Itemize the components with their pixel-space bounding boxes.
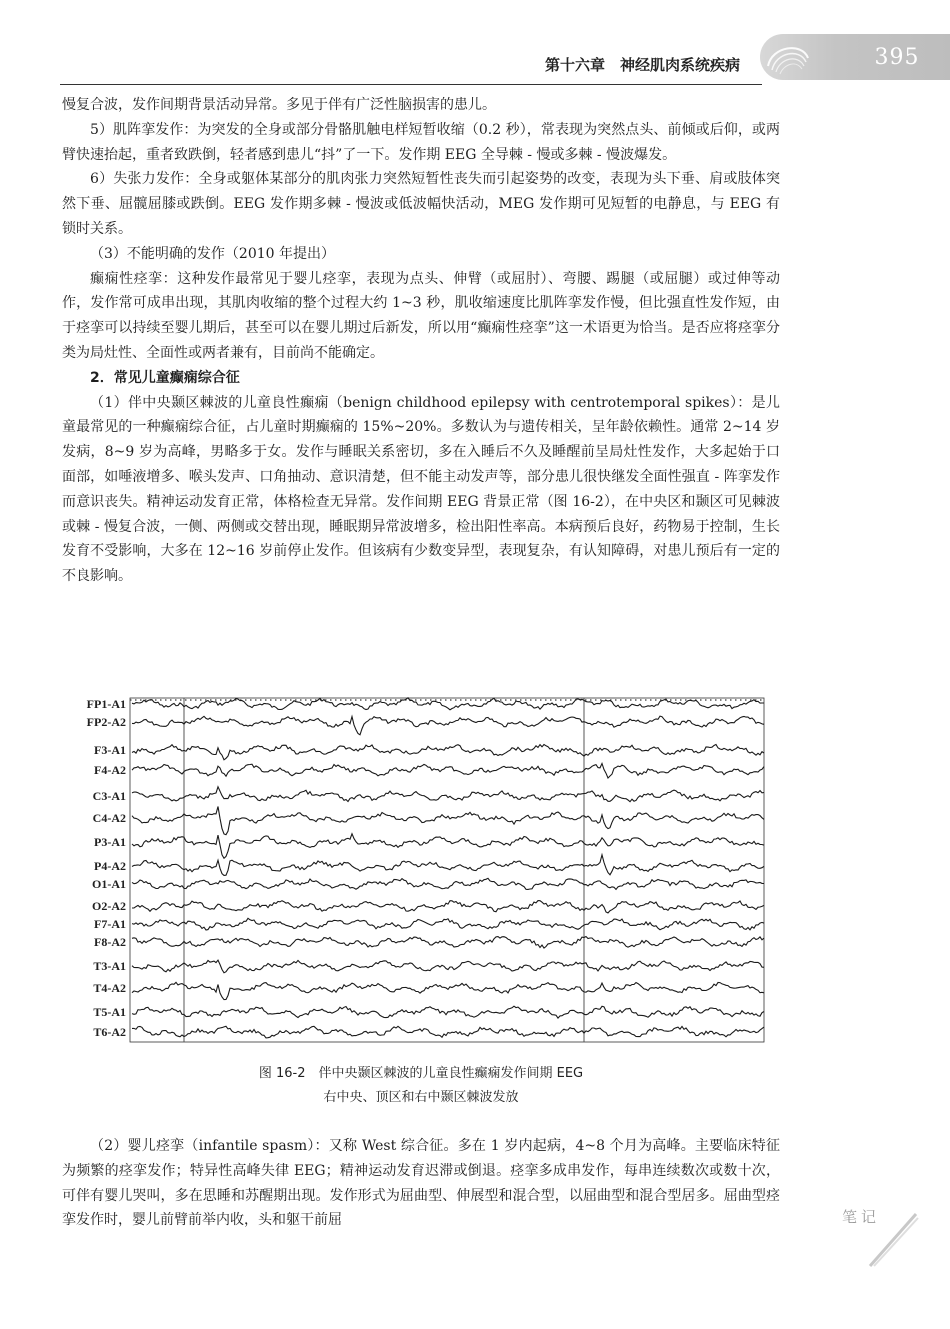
eeg-trace [132,918,764,930]
eeg-trace [132,1026,764,1038]
eeg-channel-label: T3-A1 [93,959,126,973]
eeg-frame [130,698,764,1042]
body-text-lower [62,1134,780,1233]
eeg-channel-label: O2-A2 [92,899,126,913]
eeg-trace [132,878,764,889]
paragraph-epileptic-spasm: 癫痫性痉挛：这种发作最常见于婴儿痉挛，表现为点头、伸臂（或屈肘）、弯腰、踢腿（或屈腿）或过伸等动作，发作常可成串出现，其肌肉收缩的整个过程大约 1~3 秒，肌收缩速度比肌阵挛发作慢，但比强直性发作短，由于痉挛可以持续至婴儿期后，甚至可以在婴儿期过后新发，所以用“癫痫性痉挛”这一术语更为恰当。是否应将痉挛分类为局灶性、全面性或两者兼有，目前尚不能确定。 [62,270,780,361]
eeg-channel-label: P4-A2 [94,859,126,873]
chapter-title: 第十六章 神经肌肉系统疾病 [544,56,740,74]
eeg-channel-label: F8-A2 [94,935,126,949]
eeg-channel-label: F4-A2 [94,763,126,777]
paragraph-continuation: 慢复合波，发作间期背景活动异常。多见于伴有广泛性脑损害的患儿。 [62,97,496,113]
decorative-swirl-icon [762,36,812,78]
eeg-trace [132,764,764,779]
eeg-channel-label: FP1-A1 [86,697,126,711]
eeg-channel-label: P3-A1 [94,835,126,849]
eeg-channel-label: C4-A2 [92,811,126,825]
body-text-upper [62,93,780,589]
pen-icon [840,1208,920,1268]
margin-note-label: 笔记 [842,1208,881,1226]
eeg-trace [132,834,764,859]
eeg-channel-label: C3-A1 [92,789,126,803]
eeg-trace [132,745,764,760]
page-header [0,0,950,90]
eeg-channel-label: T5-A1 [93,1005,126,1019]
section-heading: 2．常见儿童癫痫综合征 [90,369,240,386]
paragraph-unknown-seizure: （3）不能明确的发作（2010 年提出） [90,245,335,262]
paragraph-infantile-spasm: （2）婴儿痉挛（infantile spasm）：又称 West 综合征。多在 1 岁内起病，4~8 个月为高峰。主要临床特征为频繁的痉挛发作；特异性高峰失律 EEG；精神运动发育迟滞或倒退。痉挛多成串发作，每串连续数次或数十次，可伴有婴儿哭叫，多在思睡和苏醒期出现。发作形式为屈曲型、伸展型和混合型，以屈曲型和混合型居多。屈曲型痉挛发作时，婴儿前臂前举内收，头和躯干前屈 [62,1138,780,1229]
eeg-channel-label: T6-A2 [93,1025,126,1039]
header-divider [60,84,762,85]
eeg-trace [132,937,764,949]
eeg-trace [132,982,764,999]
eeg-trace [132,960,764,973]
eeg-trace [132,807,764,835]
eeg-figure [72,694,772,1046]
eeg-channel-label: T4-A2 [93,981,126,995]
eeg-channel-label: FP2-A2 [86,715,126,729]
eeg-trace [132,901,764,913]
eeg-trace [132,855,764,876]
eeg-channel-label: O1-A1 [92,877,126,891]
paragraph-bects: （1）伴中央颞区棘波的儿童良性癫痫（benign childhood epilepsy with centrotemporal spikes）：是儿童最常见的一种癫痫综合征，占儿童时期癫痫的 15%~20%。多数认为与遗传相关，呈年龄依赖性。通常 2~14 岁发病，8~9 岁为高峰，男略多于女。发作与睡眠关系密切，多在入睡后不久及睡醒前呈局灶性发作，大多起始于口面部，如唾液增多、喉头发声、口角抽动、意识清楚，但不能主动发声等，部分患儿很快继发全面性强直 - 阵挛发作而意识丧失。精神运动发育正常，体格检查无异常。发作间期 EEG 背景正常（图 16-2），在中央区和颞区可见棘波或棘 - 慢复合波，一侧、两侧或交替出现，睡眠期异常波增多，检出阳性率高。本病预后良好，药物易于控制，生长发育不受影响，大多在 12~16 岁前停止发作。但该病有少数变异型，表现复杂，有认知障碍，对患儿预后有一定的不良影响。 [62,394,780,585]
paragraph-myoclonic: 5）肌阵挛发作：为突发的全身或部分骨骼肌触电样短暂收缩（0.2 秒），常表现为突然点头、前倾或后仰，或两臂快速抬起，重者致跌倒，轻者感到患儿“抖”了一下。发作期 EEG 全导棘 - 慢或多棘 - 慢波爆发。 [62,121,780,163]
eeg-trace [132,698,764,710]
page-number: 395 [874,45,920,70]
figure-caption: 图 16-2 伴中央颞区棘波的儿童良性癫痫发作间期 EEG [258,1066,584,1081]
eeg-trace [132,716,764,735]
figure-subcaption: 右中央、顶区和右中颞区棘波发放 [323,1090,519,1105]
eeg-channel-label: F7-A1 [94,917,126,931]
paragraph-atonic: 6）失张力发作：全身或躯体某部分的肌肉张力突然短暂性丧失而引起姿势的改变，表现为头下垂、肩或肢体突然下垂、屈髋屈膝或跌倒。EEG 发作期多棘 - 慢波或低波幅快活动，MEG 发作期可见短暂的电静息，与 EEG 有锁时关系。 [62,171,780,237]
eeg-traces [72,694,772,1046]
eeg-trace [132,1006,764,1018]
eeg-channel-label: F3-A1 [94,743,126,757]
eeg-trace [132,787,764,802]
